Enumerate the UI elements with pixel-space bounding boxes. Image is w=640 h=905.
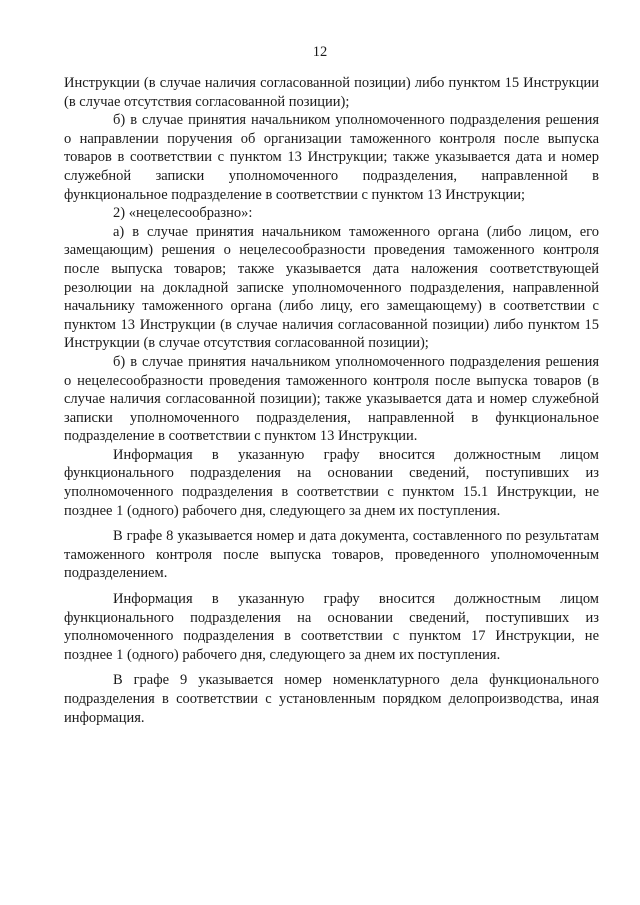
paragraph-item-b1: б) в случае принятия начальником уполномоченного подразделения решения о направлении поручения об организации таможенного контроля после выпуска товаров в соответствии с пунктом 13 Инструкции; также указывается дата и номер служебной записки уполномоченного подразделения, направленной в функциональное подразделение в соответствии с пунктом 13 Инструкции;: [64, 112, 599, 203]
paragraph-item-b2: б) в случае принятия начальником уполномоченного подразделения решения о нецелесообразности проведения таможенного контроля после выпуска товаров (в случае наличия согласованной позиции); также указывается дата и номер служебной записки уполномоченного подразделения, направленной в функциональное подразделение в соответствии с пунктом 13 Инструкции.: [64, 353, 599, 445]
paragraph-column9: В графе 9 указывается номер номенклатурного дела функционального подразделения в соответствии с установленным порядком делопроизводства, иная информация.: [64, 672, 599, 726]
page-number: 12: [312, 44, 328, 60]
paragraph-info-column7: Информация в указанную графу вносится должностным лицом функционального подразделения на основании сведений, поступивших из уполномоченного подразделения в соответствии с пунктом 15.1 Инструкции, не позднее 1 (одного) рабочего дня, следующего за днем их поступления.: [64, 446, 599, 519]
paragraph-item-a2: а) в случае принятия начальником таможенного органа (либо лицом, его замещающим) решения о нецелесообразности проведения таможенного контроля после выпуска товаров; также указывается дата наложения соответствующей резолюции на докладной записке уполномоченного подразделения, направленной начальнику таможенного органа (либо лицу, его замещающему) в соответствии с пунктом 13 Инструкции (в случае наличия согласованной позиции) либо пунктом 15 Инструкции (в случае отсутствия согласованной позиции);: [64, 223, 599, 352]
paragraph-info-column8: Информация в указанную графу вносится должностным лицом функционального подразделения на основании сведений, поступивших из уполномоченного подразделения в соответствии с пунктом 17 Инструкции, не позднее 1 (одного) рабочего дня, следующего за днем их поступления.: [64, 591, 599, 663]
paragraph-item-2: 2) «нецелесообразно»:: [113, 205, 253, 222]
paragraph-continuation: Инструкции (в случае наличия согласованной позиции) либо пунктом 15 Инструкции (в случае отсутствия согласованной позиции);: [64, 75, 599, 110]
document-body: [64, 74, 599, 727]
paragraph-column8: В графе 8 указывается номер и дата документа, составленного по результатам таможенного контроля после выпуска товаров, проведенного уполномоченным подразделением.: [64, 528, 599, 582]
